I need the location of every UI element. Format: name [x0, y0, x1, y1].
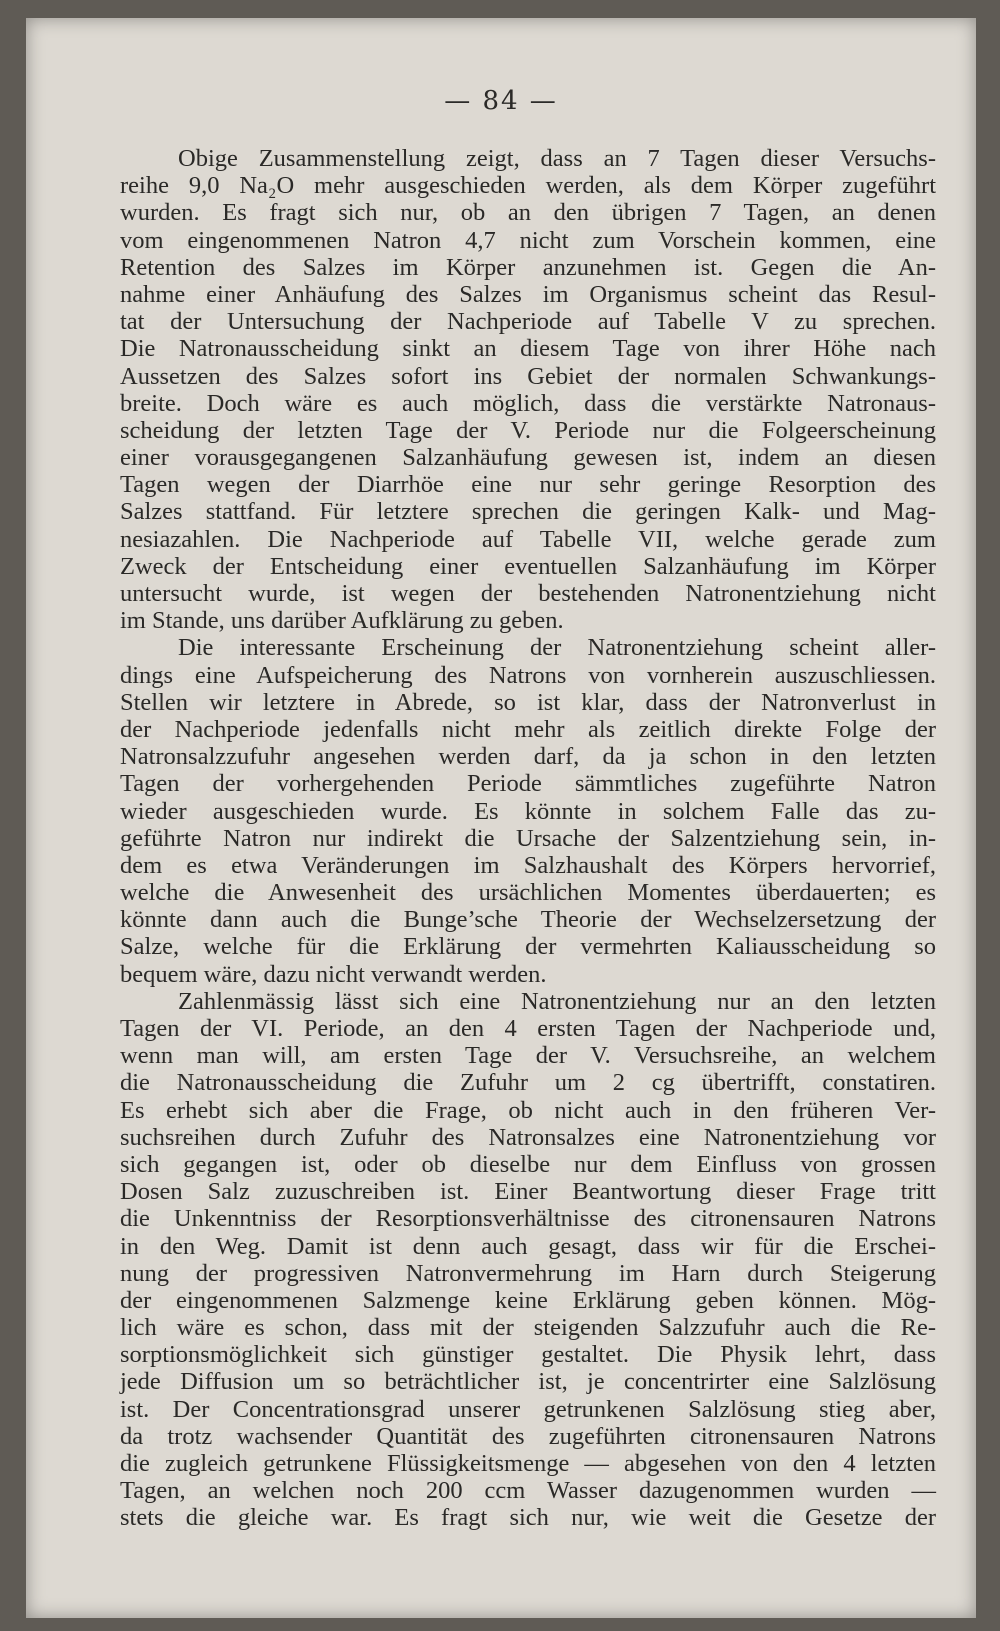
text-line: Tagen, an welchen noch 200 ccm Wasser dazugenommen wurden — [120, 1477, 936, 1505]
text-line: tat der Untersuchung der Nachperiode auf Tabelle V zu sprechen. [120, 308, 936, 336]
text-line: Obige Zusammenstellung zeigt, dass an 7 Tagen dieser Versuchs- [178, 145, 936, 172]
text-line: wurden. Es fragt sich nur, ob an den übrigen 7 Tagen, an denen [120, 199, 936, 227]
text-line: nahme einer Anhäufung des Salzes im Organismus scheint das Resul- [120, 280, 936, 308]
text-line: Zahlenmässig lässt sich eine Natronentziehung nur an den letzten [178, 987, 936, 1015]
text-line: die Unkenntniss der Resorptionsverhältnisse des citronensauren Natrons [120, 1205, 936, 1233]
text-line: da trotz wachsender Quantität des zugeführten citronensauren Natrons [120, 1422, 936, 1450]
text-line: wieder ausgeschieden wurde. Es könnte in solchem Falle das zu- [120, 797, 936, 825]
text-line: Stellen wir letztere in Abrede, so ist klar, dass der Natronverlust in [120, 688, 936, 716]
text-line: vom eingenommenen Natron 4,7 nicht zum Vorschein kommen, eine [120, 226, 936, 254]
text-line: stets die gleiche war. Es fragt sich nur, wie weit die Gesetze der [120, 1504, 936, 1532]
text-line: wenn man will, am ersten Tage der V. Versuchsreihe, an welchem [120, 1042, 936, 1070]
text-line: Es erhebt sich aber die Frage, ob nicht auch in den früheren Ver- [120, 1096, 936, 1124]
text-line: die Natronausscheidung die Zufuhr um 2 cg übertrifft, constatiren. [120, 1069, 936, 1097]
book-page [26, 18, 976, 1618]
page-number: — 84 — [444, 86, 558, 116]
text-line: lich wäre es schon, dass mit der steigenden Salzzufuhr auch die Re- [120, 1314, 936, 1342]
text-line: Salzes stattfand. Für letztere sprechen die geringen Kalk- und Mag- [120, 498, 936, 526]
text-line: reihe 9,0 Na₂O mehr ausgeschieden werden, als dem Körper zugeführt [120, 172, 936, 200]
text-line: Tagen der VI. Periode, an den 4 ersten Tagen der Nachperiode und, [120, 1015, 936, 1042]
text-line: welche die Anwesenheit des ursächlichen Momentes überdauerten; es [120, 879, 936, 907]
text-line: Die Natronausscheidung sinkt an diesem Tage von ihrer Höhe nach [120, 335, 936, 363]
text-line: Zweck der Entscheidung einer eventuellen Salzanhäufung im Körper [120, 552, 936, 580]
text-line: Tagen wegen der Diarrhöe eine nur sehr geringe Resorption des [120, 471, 936, 499]
text-line: die zugleich getrunkene Flüssigkeitsmenge — abgesehen von den 4 letzten [120, 1450, 936, 1477]
text-line: Aussetzen des Salzes sofort ins Gebiet der normalen Schwankungs- [120, 362, 936, 390]
text-line: breite. Doch wäre es auch möglich, dass die verstärkte Natronaus- [120, 389, 936, 417]
text-line: scheidung der letzten Tage der V. Periode nur die Folgeerscheinung [120, 416, 936, 444]
text-line: der Nachperiode jedenfalls nicht mehr als zeitlich direkte Folge der [120, 715, 936, 743]
text-line: Dosen Salz zuzuschreiben ist. Einer Beantwortung dieser Frage tritt [120, 1178, 936, 1206]
text-line: Natronsalzzufuhr angesehen werden darf, da ja schon in den letzten [120, 743, 936, 771]
text-line: könnte dann auch die Bunge’sche Theorie der Wechselzersetzung der [120, 906, 936, 934]
text-line: jede Diffusion um so beträchtlicher ist, je concentrirter eine Salzlösung [120, 1368, 936, 1396]
text-line: nesiazahlen. Die Nachperiode auf Tabelle VII, welche gerade zum [120, 525, 936, 553]
text-line: geführte Natron nur indirekt die Ursache der Salzentziehung sein, in- [120, 824, 936, 852]
text-line: dem es etwa Veränderungen im Salzhaushalt des Körpers hervorrief, [120, 851, 936, 879]
text-line: Tagen der vorhergehenden Periode sämmtliches zugeführte Natron [120, 770, 936, 798]
text-line: in den Weg. Damit ist denn auch gesagt, dass wir für die Erschei- [120, 1232, 936, 1260]
text-line: Retention des Salzes im Körper anzunehmen ist. Gegen die An- [120, 253, 936, 281]
text-line: suchsreihen durch Zufuhr des Natronsalzes eine Natronentziehung vor [120, 1123, 936, 1151]
text-line: bequem wäre, dazu nicht verwandt werden. [120, 960, 547, 988]
text-line: sich gegangen ist, oder ob dieselbe nur dem Einfluss von grossen [120, 1150, 936, 1178]
text-line: Salze, welche für die Erklärung der vermehrten Kaliausscheidung so [120, 933, 936, 961]
text-line: ist. Der Concentrationsgrad unserer getrunkenen Salzlösung stieg aber, [120, 1395, 936, 1423]
text-line: einer vorausgegangenen Salzanhäufung gewesen ist, indem an diesen [120, 444, 936, 472]
text-line: untersucht wurde, ist wegen der bestehenden Natronentziehung nicht [120, 580, 936, 607]
text-line: der eingenommenen Salzmenge keine Erklärung geben können. Mög- [120, 1286, 936, 1314]
text-line: nung der progressiven Natronvermehrung im Harn durch Steigerung [120, 1259, 936, 1287]
body-text [120, 145, 936, 1532]
text-line: im Stande, uns darüber Aufklärung zu geben. [120, 607, 564, 635]
text-line: Die interessante Erscheinung der Natronentziehung scheint aller- [178, 634, 936, 662]
text-line: dings eine Aufspeicherung des Natrons von vornherein auszuschliessen. [120, 661, 936, 689]
text-line: sorptionsmöglichkeit sich günstiger gestaltet. Die Physik lehrt, dass [120, 1341, 936, 1369]
